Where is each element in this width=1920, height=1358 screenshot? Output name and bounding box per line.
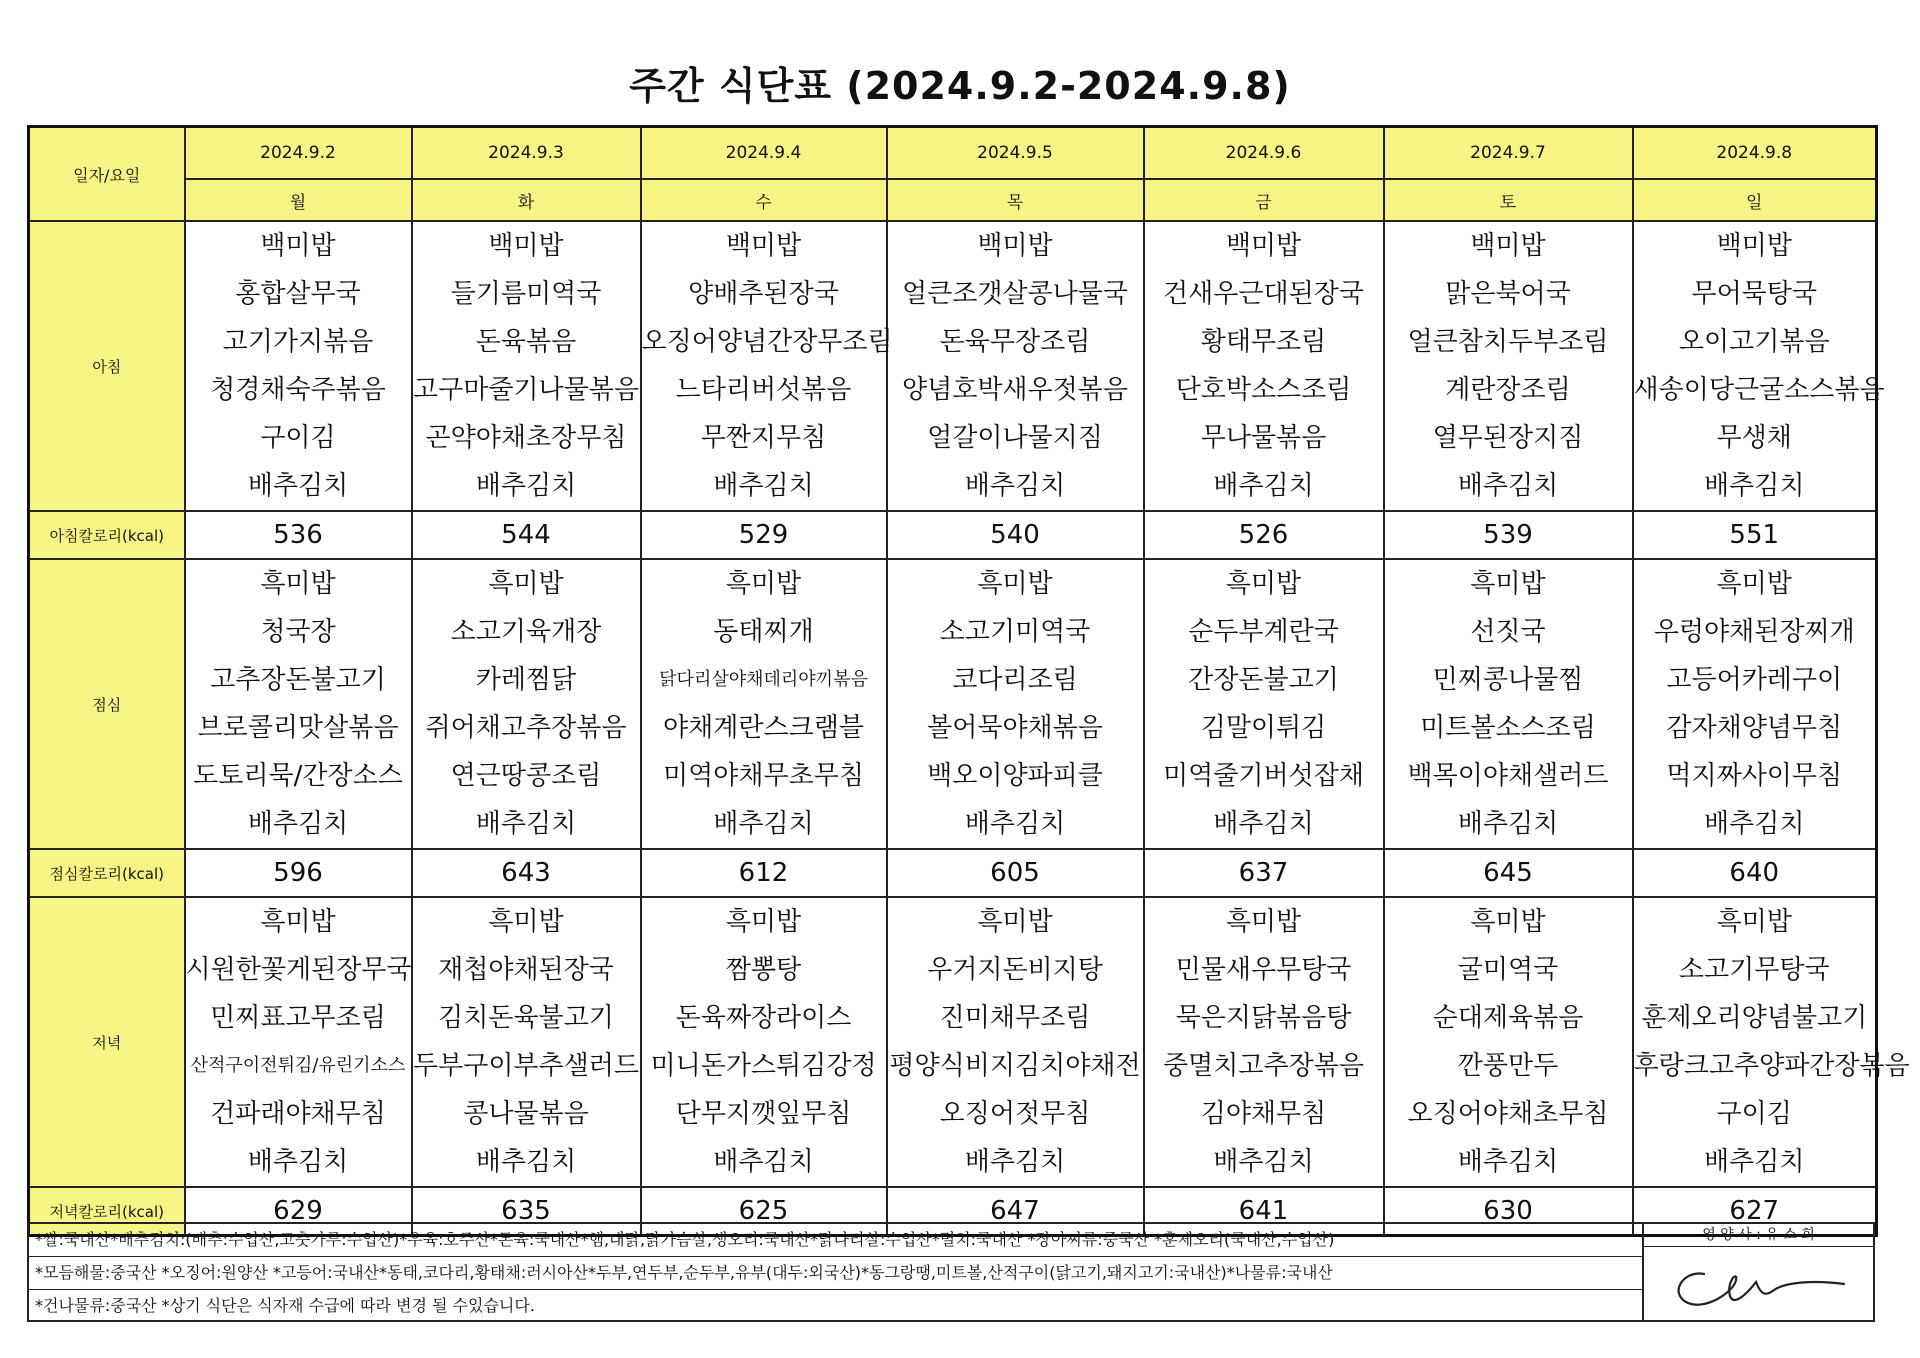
menu-item: 백미밥 bbox=[1470, 231, 1546, 261]
calorie-value: 627 bbox=[1633, 1187, 1877, 1236]
date-cell: 2024.9.8 bbox=[1633, 127, 1877, 180]
menu-cell bbox=[1384, 897, 1633, 1187]
menu-cell bbox=[1633, 559, 1877, 849]
calorie-value: 647 bbox=[887, 1187, 1144, 1236]
menu-item: 고구마줄기나물볶음 bbox=[412, 375, 640, 405]
menu-item: 황태무조림 bbox=[1200, 327, 1327, 357]
weekly-menu-table bbox=[27, 125, 1910, 1237]
menu-item: 야채계란스크램블 bbox=[663, 713, 864, 743]
header-label: 일자/요일 bbox=[29, 127, 185, 222]
date-cell: 2024.9.6 bbox=[1144, 127, 1384, 180]
menu-item: 배추김치 bbox=[247, 471, 349, 501]
menu-cell bbox=[412, 897, 641, 1187]
dietitian-name: 영 양 사 : 유 소 희 bbox=[1644, 1224, 1873, 1247]
menu-item: 양배추된장국 bbox=[688, 279, 839, 309]
lunch-row bbox=[29, 559, 1877, 849]
menu-item: 배추김치 bbox=[1704, 471, 1805, 501]
menu-item: 얼큰참치두부조림 bbox=[1407, 327, 1609, 357]
menu-item: 얼큰조갯살콩나물국 bbox=[901, 279, 1129, 309]
menu-item: 두부구이부추샐러드 bbox=[412, 1051, 640, 1081]
date-row bbox=[29, 127, 1877, 180]
menu-cell bbox=[412, 559, 641, 849]
menu-cell bbox=[1144, 897, 1384, 1187]
menu-item: 홍합살무국 bbox=[235, 279, 361, 309]
weekday-cell: 금 bbox=[1144, 179, 1384, 221]
weekday-cell: 토 bbox=[1384, 179, 1633, 221]
menu-item: 순대제육볶음 bbox=[1432, 1003, 1584, 1033]
menu-item: 배추김치 bbox=[964, 1147, 1066, 1177]
menu-cell bbox=[887, 559, 1144, 849]
menu-item: 흑미밥 bbox=[1716, 569, 1792, 599]
menu-item: 김야채무침 bbox=[1200, 1099, 1327, 1129]
menu-item: 흑미밥 bbox=[488, 907, 564, 937]
calorie-value: 640 bbox=[1633, 849, 1877, 897]
calorie-value: 630 bbox=[1384, 1187, 1633, 1236]
menu-item: 흑미밥 bbox=[1225, 569, 1302, 599]
date-cell: 2024.9.5 bbox=[887, 127, 1144, 180]
calorie-label-lunch: 점심칼로리(kcal) bbox=[29, 849, 185, 897]
menu-cell bbox=[641, 221, 893, 511]
menu-item: 도토리묵/간장소스 bbox=[193, 761, 403, 791]
menu-item: 느타리버섯볶음 bbox=[675, 375, 852, 405]
calorie-value: 529 bbox=[641, 511, 887, 559]
menu-item: 콩나물볶음 bbox=[463, 1099, 589, 1129]
menu-item: 배추김치 bbox=[1213, 1147, 1314, 1177]
menu-item: 진미채무조림 bbox=[939, 1003, 1091, 1033]
menu-item: 평양식비지김치야채전 bbox=[889, 1051, 1141, 1081]
menu-item: 들기름미역국 bbox=[450, 279, 602, 309]
calorie-value: 645 bbox=[1384, 849, 1633, 897]
menu-item: 청국장 bbox=[260, 617, 336, 647]
calorie-value: 629 bbox=[185, 1187, 412, 1236]
menu-item: 청경채숙주볶음 bbox=[210, 375, 386, 405]
menu-item: 소고기미역국 bbox=[939, 617, 1091, 647]
calorie-value: 612 bbox=[641, 849, 887, 897]
calorie-value: 625 bbox=[641, 1187, 887, 1236]
menu-item: 재첩야채된장국 bbox=[438, 955, 614, 985]
menu-item: 배추김치 bbox=[475, 1147, 577, 1177]
menu-item: 소고기무탕국 bbox=[1678, 955, 1830, 985]
menu-item: 백미밥 bbox=[1225, 231, 1302, 261]
menu-item: 배추김치 bbox=[1704, 1147, 1805, 1177]
meal-label-lunch: 점심 bbox=[29, 559, 185, 849]
calorie-value: 635 bbox=[412, 1187, 641, 1236]
weekday-cell: 목 bbox=[887, 179, 1144, 221]
menu-item: 중멸치고추장볶음 bbox=[1163, 1051, 1364, 1081]
menu-item: 흑미밥 bbox=[725, 569, 802, 599]
origin-note: *건나물류:중국산 *상기 식단은 식자재 수급에 따라 변경 될 수있습니다. bbox=[35, 1296, 535, 1315]
menu-item: 쥐어채고추장볶음 bbox=[425, 713, 627, 743]
menu-item: 배추김치 bbox=[1457, 809, 1559, 839]
weekday-cell: 수 bbox=[641, 179, 887, 221]
menu-item: 백미밥 bbox=[260, 231, 336, 261]
date-cell: 2024.9.7 bbox=[1384, 127, 1633, 180]
menu-item: 배추김치 bbox=[247, 1147, 349, 1177]
menu-item: 오징어야채초무침 bbox=[1407, 1099, 1609, 1129]
meal-label-breakfast: 아침 bbox=[29, 221, 185, 511]
menu-item: 구이김 bbox=[260, 423, 336, 453]
menu-item: 브로콜리맛살볶음 bbox=[197, 713, 399, 743]
menu-item: 백오이양파피클 bbox=[927, 761, 1103, 791]
breakfast-row bbox=[29, 221, 1877, 511]
menu-item: 백미밥 bbox=[977, 231, 1053, 261]
menu-item: 산적구이전튀김/유린기소스 bbox=[190, 1055, 406, 1076]
menu-item: 민찌표고무조림 bbox=[210, 1003, 386, 1033]
menu-item: 고기가지볶음 bbox=[222, 327, 374, 357]
date-cell: 2024.9.4 bbox=[641, 127, 887, 180]
menu-item: 후랑크고추양파간장볶음 bbox=[1633, 1051, 1910, 1081]
menu-cell bbox=[412, 221, 641, 511]
breakfast-calorie-row bbox=[29, 511, 1877, 559]
menu-cell bbox=[641, 559, 887, 849]
calorie-label-dinner: 저녁칼로리(kcal) bbox=[29, 1187, 185, 1236]
menu-item: 돈육무장조림 bbox=[939, 327, 1091, 357]
menu-item: 계란장조림 bbox=[1445, 375, 1571, 405]
menu-item: 흑미밥 bbox=[1716, 907, 1792, 937]
menu-item: 흑미밥 bbox=[260, 569, 336, 599]
origin-note: *쌀:국내산*배추김치:(배추:수입산,고춧가루:수입산)*우육:호주산*돈육:국내산*햄,대닭,닭가슴살,생오리:국내산*닭다리살:수입산*멸치:국내산 *장아찌류:중국산 *훈제오리(국내산,수입산) bbox=[29, 1224, 1642, 1257]
dinner-row bbox=[29, 897, 1877, 1187]
footer bbox=[27, 1222, 1875, 1322]
menu-item: 굴미역국 bbox=[1457, 955, 1559, 985]
menu-item: 배추김치 bbox=[1213, 471, 1314, 501]
calorie-value: 637 bbox=[1144, 849, 1384, 897]
menu-cell bbox=[1633, 221, 1885, 511]
menu-item: 고추장돈불고기 bbox=[210, 665, 386, 695]
menu-item: 김치돈육불고기 bbox=[438, 1003, 614, 1033]
dietitian-box bbox=[1644, 1224, 1873, 1320]
menu-item: 흑미밥 bbox=[977, 569, 1053, 599]
calorie-value: 551 bbox=[1633, 511, 1877, 559]
weekday-cell: 월 bbox=[185, 179, 412, 221]
menu-item: 오징어양념간장무조림 bbox=[641, 327, 893, 357]
menu-item: 흑미밥 bbox=[1225, 907, 1302, 937]
menu-item: 오징어젓무침 bbox=[939, 1099, 1091, 1129]
menu-item: 무생채 bbox=[1716, 423, 1792, 453]
menu-cell bbox=[887, 221, 1144, 511]
menu-item: 양념호박새우젓볶음 bbox=[901, 375, 1129, 405]
menu-item: 우렁야채된장찌개 bbox=[1653, 617, 1855, 647]
menu-item: 연근땅콩조림 bbox=[450, 761, 602, 791]
menu-cell bbox=[185, 221, 412, 511]
menu-item: 짬뽕탕 bbox=[725, 955, 802, 985]
menu-item: 미니돈가스튀김강정 bbox=[650, 1051, 877, 1081]
menu-item: 김말이튀김 bbox=[1200, 713, 1327, 743]
menu-item: 단호박소스조림 bbox=[1175, 375, 1352, 405]
menu-item: 흑미밥 bbox=[1470, 569, 1546, 599]
menu-item: 먹지짜사이무침 bbox=[1666, 761, 1843, 791]
menu-item: 배추김치 bbox=[1704, 809, 1805, 839]
menu-item: 배추김치 bbox=[964, 471, 1066, 501]
menu-item: 배추김치 bbox=[1457, 1147, 1559, 1177]
menu-item: 코다리조림 bbox=[952, 665, 1078, 695]
page-title: 주간 식단표 (2024.9.2-2024.9.8) bbox=[629, 64, 1291, 108]
menu-cell bbox=[185, 897, 412, 1187]
calorie-value: 540 bbox=[887, 511, 1144, 559]
menu-item: 배추김치 bbox=[475, 471, 577, 501]
menu-item: 흑미밥 bbox=[977, 907, 1053, 937]
menu-item: 순두부계란국 bbox=[1188, 617, 1339, 647]
menu-item: 오이고기볶음 bbox=[1678, 327, 1830, 357]
menu-item: 흑미밥 bbox=[1470, 907, 1546, 937]
menu-item: 백미밥 bbox=[725, 231, 802, 261]
menu-item: 곤약야채초장무침 bbox=[425, 423, 627, 453]
menu-item: 우거지돈비지탕 bbox=[927, 955, 1103, 985]
menu-item: 배추김치 bbox=[713, 1147, 814, 1177]
menu-item: 건새우근대된장국 bbox=[1163, 279, 1364, 309]
menu-cell bbox=[1633, 897, 1910, 1187]
menu-item: 민찌콩나물찜 bbox=[1432, 665, 1584, 695]
menu-item: 볼어묵야채볶음 bbox=[927, 713, 1103, 743]
menu-item: 건파래야채무침 bbox=[210, 1099, 386, 1129]
menu-item: 깐풍만두 bbox=[1457, 1051, 1559, 1081]
menu-item: 얼갈이나물지짐 bbox=[927, 423, 1103, 453]
menu-item: 백미밥 bbox=[1716, 231, 1792, 261]
menu-item: 새송이당근굴소스볶음 bbox=[1633, 375, 1885, 405]
menu-item: 돈육볶음 bbox=[475, 327, 577, 357]
menu-item: 고등어카레구이 bbox=[1666, 665, 1843, 695]
calorie-value: 544 bbox=[412, 511, 641, 559]
date-cell: 2024.9.3 bbox=[412, 127, 641, 180]
menu-item: 민물새우무탕국 bbox=[1175, 955, 1352, 985]
menu-cell bbox=[887, 897, 1144, 1187]
menu-item: 돈육짜장라이스 bbox=[675, 1003, 852, 1033]
menu-item: 배추김치 bbox=[964, 809, 1066, 839]
menu-item: 미트볼소스조림 bbox=[1420, 713, 1596, 743]
calorie-value: 536 bbox=[185, 511, 412, 559]
calorie-value: 526 bbox=[1144, 511, 1384, 559]
lunch-calorie-row bbox=[29, 849, 1877, 897]
menu-item: 간장돈불고기 bbox=[1188, 665, 1339, 695]
menu-item: 단무지깻잎무침 bbox=[675, 1099, 852, 1129]
calorie-value: 643 bbox=[412, 849, 641, 897]
menu-cell bbox=[1384, 559, 1633, 849]
menu-item: 흑미밥 bbox=[725, 907, 802, 937]
menu-item: 소고기육개장 bbox=[450, 617, 602, 647]
menu-item: 선짓국 bbox=[1470, 617, 1546, 647]
weekday-cell: 일 bbox=[1633, 179, 1877, 221]
menu-cell bbox=[1144, 221, 1384, 511]
menu-item: 배추김치 bbox=[713, 471, 814, 501]
menu-item: 무나물볶음 bbox=[1200, 423, 1327, 453]
menu-item: 동태찌개 bbox=[713, 617, 814, 647]
menu-item: 흑미밥 bbox=[260, 907, 336, 937]
calorie-value: 596 bbox=[185, 849, 412, 897]
menu-item: 무어묵탕국 bbox=[1691, 279, 1818, 309]
menu-cell bbox=[1384, 221, 1633, 511]
menu-item: 배추김치 bbox=[1213, 809, 1314, 839]
menu-item: 훈제오리양념불고기 bbox=[1641, 1003, 1868, 1033]
meal-label-dinner: 저녁 bbox=[29, 897, 185, 1187]
menu-item: 카레찜닭 bbox=[475, 665, 577, 695]
calorie-value: 605 bbox=[887, 849, 1144, 897]
menu-cell bbox=[641, 897, 887, 1187]
weekday-row bbox=[29, 179, 1877, 221]
menu-item: 배추김치 bbox=[475, 809, 577, 839]
menu-item: 백목이야채샐러드 bbox=[1407, 761, 1609, 791]
menu-item: 시원한꽃게된장무국 bbox=[185, 955, 412, 985]
origin-note: *모듬해물:중국산 *오징어:원양산 *고등어:국내산*동태,코다리,황태채:러시아산*두부,연두부,순두부,유부(대두:외국산)*동그랑땡,미트볼,산적구이(닭고기,돼지고기:국내산)*나물류:국내산 bbox=[29, 1257, 1642, 1290]
origin-notes bbox=[29, 1224, 1644, 1320]
date-cell: 2024.9.2 bbox=[185, 127, 412, 180]
menu-cell bbox=[185, 559, 412, 849]
calorie-value: 641 bbox=[1144, 1187, 1384, 1236]
menu-item: 배추김치 bbox=[247, 809, 349, 839]
signature-icon bbox=[1664, 1252, 1854, 1314]
menu-item: 감자채양념무침 bbox=[1666, 713, 1843, 743]
menu-item: 구이김 bbox=[1716, 1099, 1792, 1129]
menu-item: 열무된장지짐 bbox=[1432, 423, 1584, 453]
menu-item: 닭다리살야채데리야끼볶음 bbox=[659, 669, 868, 690]
calorie-value: 539 bbox=[1384, 511, 1633, 559]
menu-item: 배추김치 bbox=[1457, 471, 1559, 501]
menu-item: 백미밥 bbox=[488, 231, 564, 261]
menu-item: 무짠지무침 bbox=[700, 423, 827, 453]
menu-item: 흑미밥 bbox=[488, 569, 564, 599]
calorie-label-breakfast: 아침칼로리(kcal) bbox=[29, 511, 185, 559]
weekday-cell: 화 bbox=[412, 179, 641, 221]
menu-item: 미역줄기버섯잡채 bbox=[1163, 761, 1364, 791]
menu-item: 묵은지닭볶음탕 bbox=[1175, 1003, 1352, 1033]
menu-cell bbox=[1144, 559, 1384, 849]
menu-item: 배추김치 bbox=[713, 809, 814, 839]
menu-item: 맑은북어국 bbox=[1445, 279, 1571, 309]
menu-item: 미역야채무초무침 bbox=[663, 761, 864, 791]
